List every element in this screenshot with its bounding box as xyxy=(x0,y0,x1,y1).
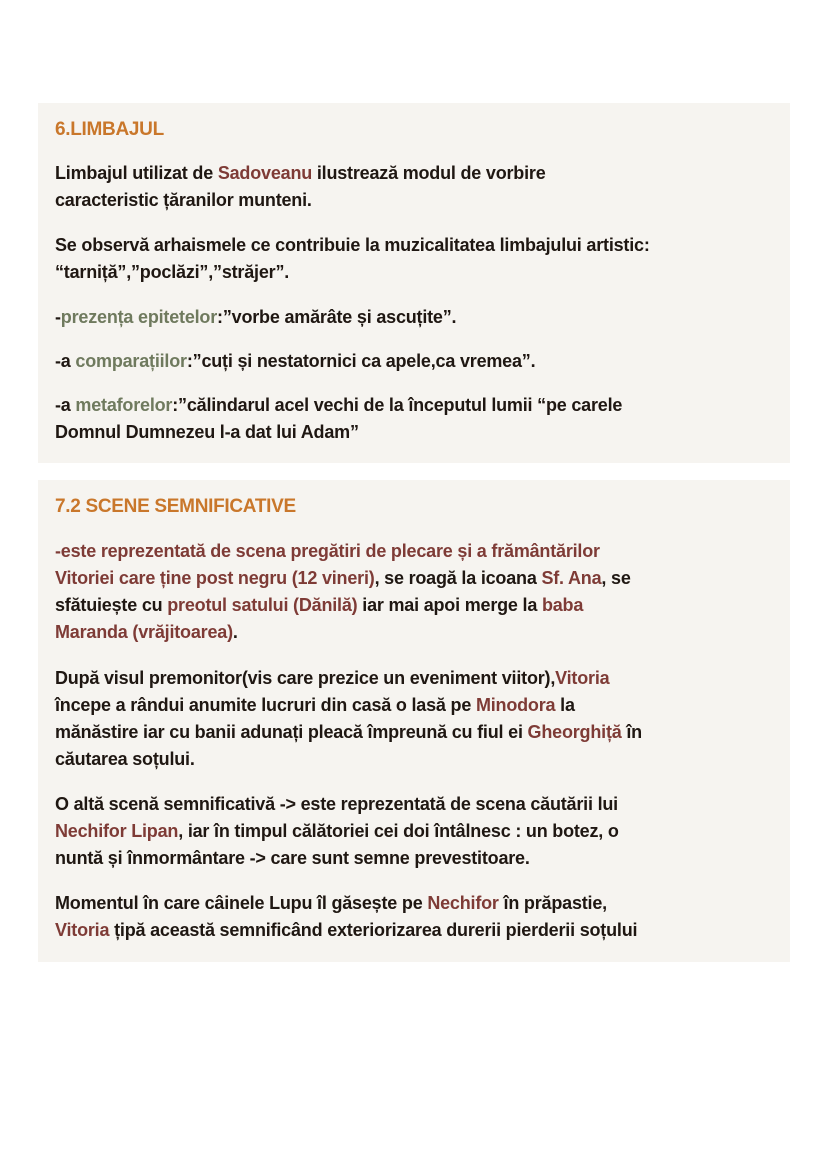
paragraph-pregatiri: -este reprezentată de scena pregătiri de plecare și a frământărilor Vitoriei care ține post negru (12 vineri), se roagă la icoana Sf. Ana, se sfătuiește cu preotul satului (Dănilă) iar mai apoi merge la baba Maranda (vrăjitoarea). xyxy=(55,541,631,642)
paragraph-epitete: -prezența epitetelor:”vorbe amărâte și ascuțite”. xyxy=(55,307,457,327)
section-limbajul xyxy=(38,103,790,463)
highlight-term: prezența epitetelor xyxy=(60,307,218,327)
section-title: 7.2 SCENE SEMNIFICATIVE xyxy=(55,496,296,517)
highlight-term: comparațiilor xyxy=(75,351,187,371)
section-scene-semnificative xyxy=(38,480,790,962)
highlight-term: metaforelor xyxy=(75,395,173,415)
paragraph-comparatii: -a comparațiilor:”cuți și nestatornici ca apele,ca vremea”. xyxy=(55,351,536,371)
paragraph-limbaj-intro: Limbajul utilizat de Sadoveanu ilustrează modul de vorbire caracteristic țăranilor munteni. xyxy=(55,163,546,210)
paragraph-cautare: O altă scenă semnificativă -> este reprezentată de scena căutării lui Nechifor Lipan, iar în timpul călătoriei cei doi întâlnesc : un botez, o nuntă și înmormântare -> care sunt semne prevestitoare. xyxy=(55,794,619,868)
section-title: 6.LIMBAJUL xyxy=(55,119,164,140)
paragraph-arhaisme: Se observă arhaismele ce contribuie la muzicalitatea limbajului artistic: “tarniță”,”poclăzi”,”străjer”. xyxy=(55,235,650,282)
paragraph-metafore: -a metaforelor:”călindarul acel vechi de la începutul lumii “pe carele Domnul Dumnezeu l-a dat lui Adam” xyxy=(55,395,623,442)
paragraph-momentul: Momentul în care câinele Lupu îl găsește pe Nechifor în prăpastie, Vitoria țipă această semnificând exteriorizarea durerii pierderii soțului xyxy=(55,893,638,940)
author-name: Sadoveanu xyxy=(217,163,313,183)
paragraph-vis-premonitor: După visul premonitor(vis care prezice un eveniment viitor),Vitoria începe a rândui anumite lucruri din casă o lasă pe Minodora la mănăstire iar cu banii adunați pleacă împreună cu fiul ei Gheorghiță în căutarea soțului. xyxy=(55,668,642,769)
